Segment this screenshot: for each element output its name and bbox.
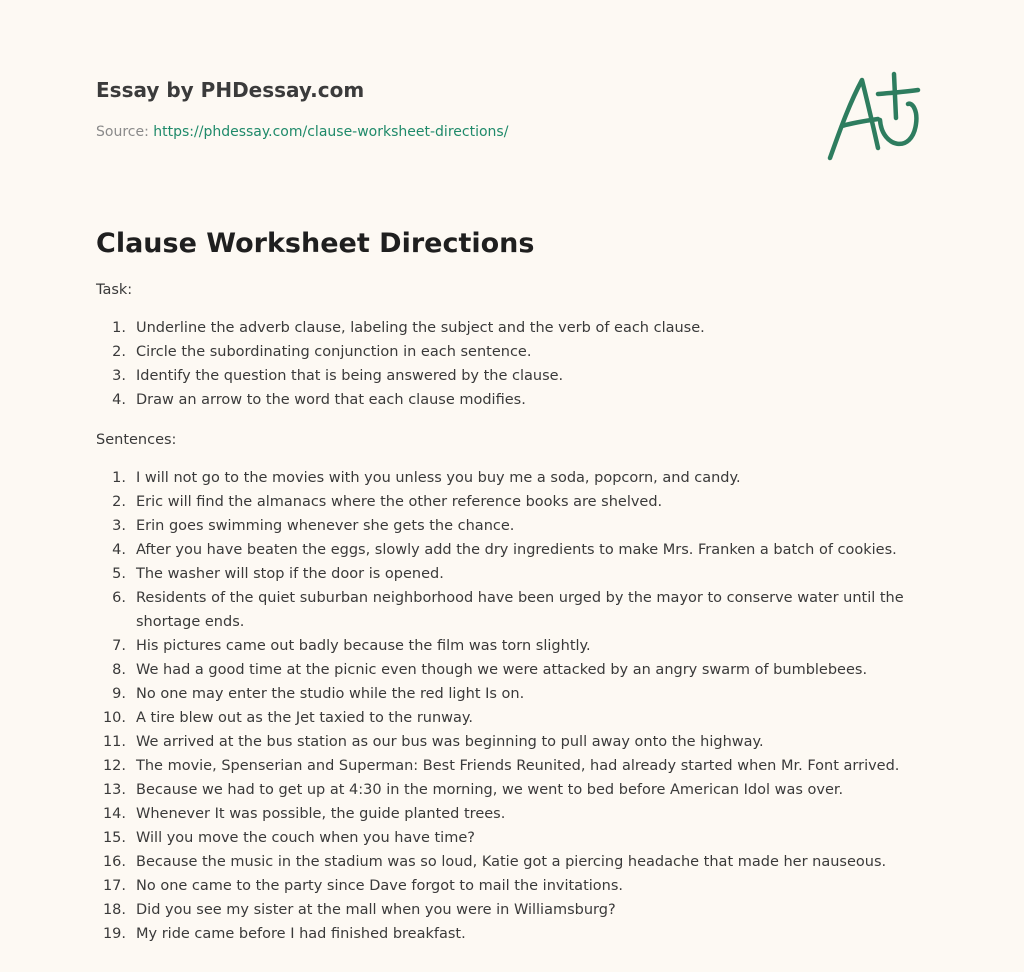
list-item-text: We arrived at the bus station as our bus was beginning to pull away onto the highway. <box>136 734 764 750</box>
sentence-item <box>96 922 926 946</box>
sentence-item <box>96 730 926 754</box>
list-item-text: My ride came before I had finished breakfast. <box>136 926 466 942</box>
sentence-item <box>96 466 926 490</box>
list-number: 19. <box>102 926 126 942</box>
list-number: 1. <box>112 470 126 486</box>
sentence-item <box>96 586 926 634</box>
sentence-item <box>96 754 926 778</box>
list-number: 4. <box>112 542 126 558</box>
list-number: 14. <box>102 806 126 822</box>
list-item-text: Residents of the quiet suburban neighborhood have been urged by the mayor to conserve water until the shortage ends. <box>136 590 904 630</box>
sentence-item <box>96 706 926 730</box>
sentences-label: Sentences: <box>96 432 177 448</box>
list-number: 2. <box>112 494 126 510</box>
list-item-text: Will you move the couch when you have time? <box>136 830 475 846</box>
sentence-item <box>96 778 926 802</box>
list-number: 3. <box>112 518 126 534</box>
task-list <box>96 316 926 412</box>
list-item-text: The movie, Spenserian and Superman: Best Friends Reunited, had already started when Mr. Font arrived. <box>136 758 900 774</box>
list-number: 12. <box>102 758 126 774</box>
article <box>96 226 926 962</box>
a-plus-logo-icon <box>820 66 930 166</box>
list-number: 17. <box>102 878 126 894</box>
list-item-text: A tire blew out as the Jet taxied to the runway. <box>136 710 474 726</box>
list-item-text: After you have beaten the eggs, slowly add the dry ingredients to make Mrs. Franken a batch of cookies. <box>136 542 897 558</box>
task-label: Task: <box>96 282 133 298</box>
sentence-item <box>96 874 926 898</box>
list-number: 5. <box>112 566 126 582</box>
list-number: 16. <box>102 854 126 870</box>
sentence-item <box>96 490 926 514</box>
list-item-text: No one came to the party since Dave forgot to mail the invitations. <box>136 878 624 894</box>
sentence-item <box>96 634 926 658</box>
sentence-item <box>96 562 926 586</box>
list-item-text: Eric will find the almanacs where the other reference books are shelved. <box>136 494 663 510</box>
sentence-item <box>96 658 926 682</box>
sentence-item <box>96 514 926 538</box>
sentence-list <box>96 466 926 946</box>
list-item-text: Erin goes swimming whenever she gets the chance. <box>136 518 515 534</box>
list-number: 15. <box>102 830 126 846</box>
list-item-text: Did you see my sister at the mall when you were in Williamsburg? <box>136 902 616 918</box>
source-label: Source: <box>96 124 154 140</box>
list-item-text: Identify the question that is being answered by the clause. <box>136 368 564 384</box>
sentence-item <box>96 898 926 922</box>
page-title: Clause Worksheet Directions <box>96 228 535 259</box>
list-item-text: Because the music in the stadium was so loud, Katie got a piercing headache that made her nauseous. <box>136 854 887 870</box>
task-item <box>96 340 926 364</box>
list-number: 9. <box>112 686 126 702</box>
task-item <box>96 316 926 340</box>
list-item-text: His pictures came out badly because the film was torn slightly. <box>136 638 591 654</box>
list-number: 3. <box>112 368 126 384</box>
list-item-text: I will not go to the movies with you unless you buy me a soda, popcorn, and candy. <box>136 470 741 486</box>
list-number: 11. <box>102 734 126 750</box>
list-number: 7. <box>112 638 126 654</box>
list-number: 4. <box>112 392 126 408</box>
list-number: 1. <box>112 320 126 336</box>
sentence-item <box>96 850 926 874</box>
brand-title: Essay by PHDessay.com <box>96 78 365 102</box>
list-item-text: We had a good time at the picnic even though we were attacked by an angry swarm of bumblebees. <box>136 662 868 678</box>
sentence-item <box>96 802 926 826</box>
sentence-item <box>96 682 926 706</box>
list-item-text: Draw an arrow to the word that each clause modifies. <box>136 392 526 408</box>
task-item <box>96 388 926 412</box>
list-item-text: Underline the adverb clause, labeling the subject and the verb of each clause. <box>136 320 705 336</box>
list-number: 6. <box>112 590 126 606</box>
list-number: 2. <box>112 344 126 360</box>
page-header <box>96 76 796 142</box>
list-item-text: Because we had to get up at 4:30 in the morning, we went to bed before American Idol was over. <box>136 782 844 798</box>
sentence-item <box>96 826 926 850</box>
list-item-text: No one may enter the studio while the red light Is on. <box>136 686 525 702</box>
list-item-text: The washer will stop if the door is opened. <box>136 566 444 582</box>
source-link[interactable]: https://phdessay.com/clause-worksheet-directions/ <box>153 124 509 140</box>
task-item <box>96 364 926 388</box>
list-item-text: Circle the subordinating conjunction in each sentence. <box>136 344 532 360</box>
list-number: 18. <box>102 902 126 918</box>
list-number: 10. <box>102 710 126 726</box>
list-item-text: Whenever It was possible, the guide planted trees. <box>136 806 506 822</box>
list-number: 8. <box>112 662 126 678</box>
sentence-item <box>96 538 926 562</box>
source-line <box>96 122 796 142</box>
list-number: 13. <box>102 782 126 798</box>
